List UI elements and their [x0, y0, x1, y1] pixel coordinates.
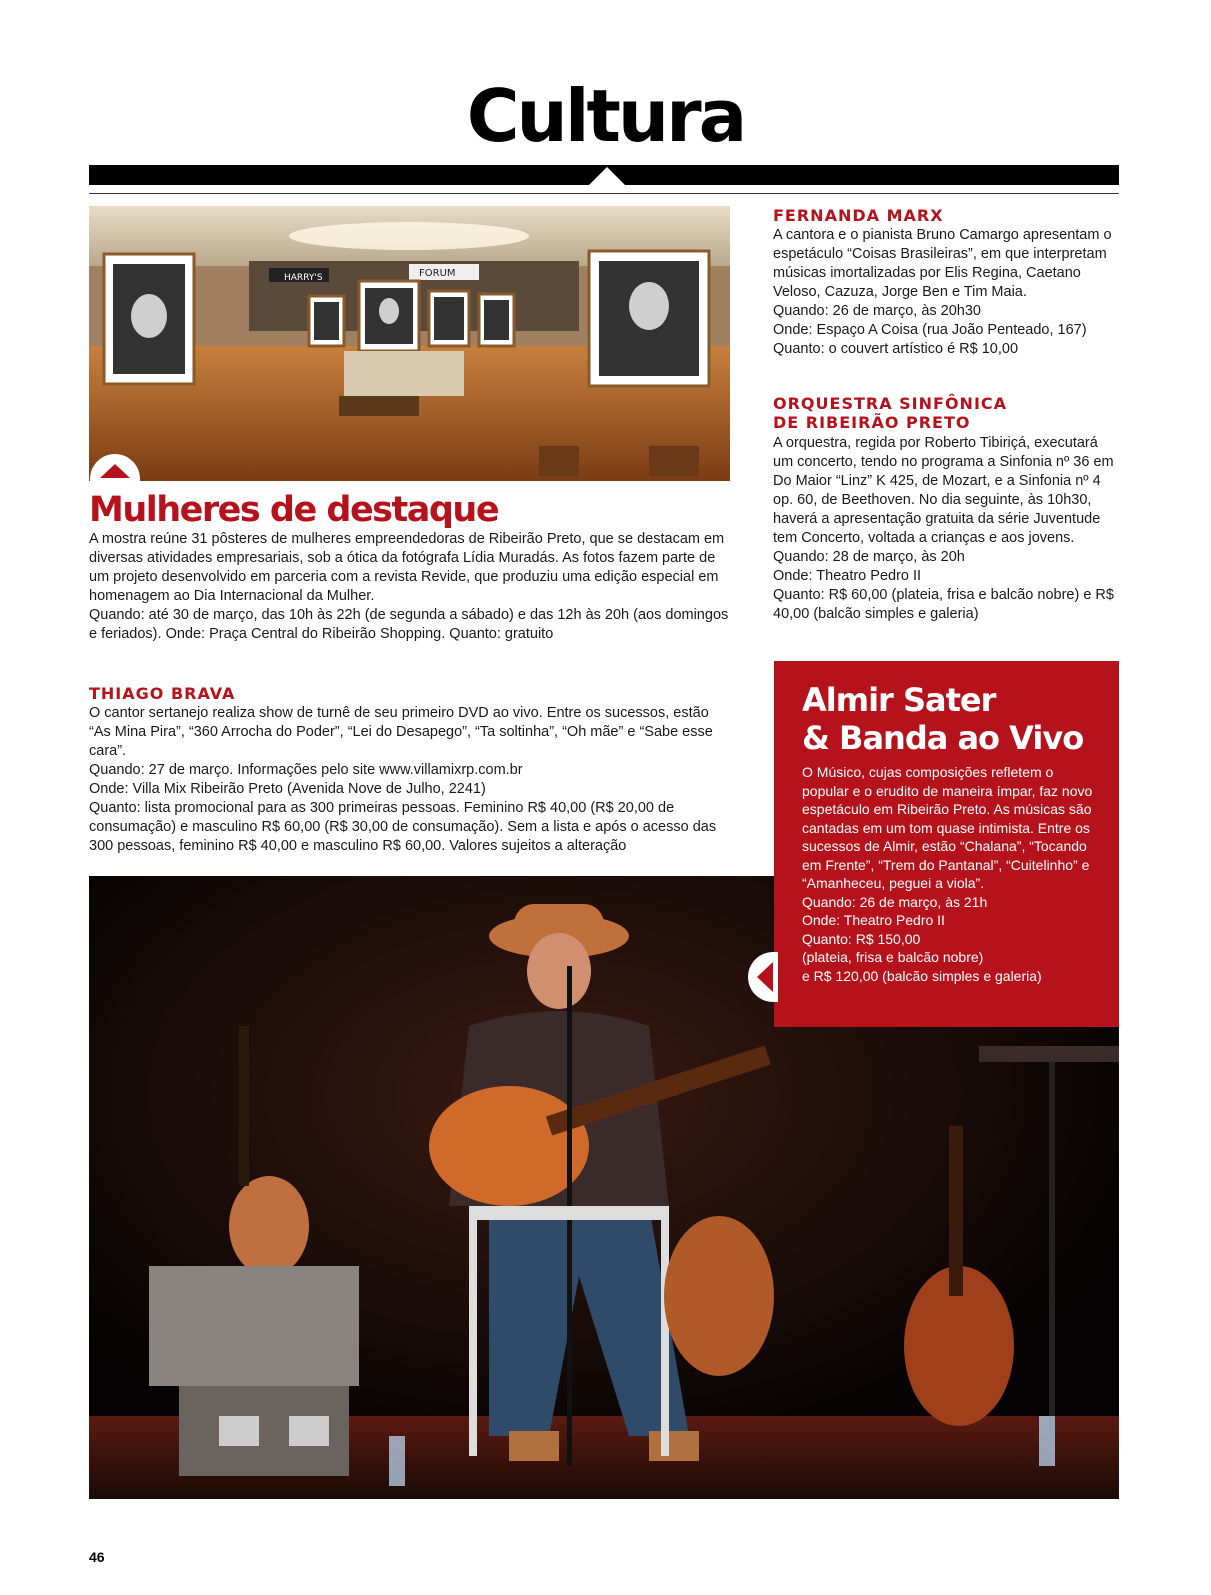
article-title-fernanda: FERNANDA MARX [773, 206, 944, 225]
store-sign-forum: FORUM [419, 268, 456, 279]
paragraph: Quando: 27 de março. Informações pelo site www.villamixrp.com.br [89, 762, 523, 778]
article-title-thiago: THIAGO BRAVA [89, 684, 236, 703]
article-title-orquestra [773, 394, 1007, 432]
paragraph: Quanto: R$ 60,00 (plateia, frisa e balcão nobre) e R$ 40,00 (balcão simples e galeria) [773, 587, 1114, 622]
store-sign-harrys: HARRY'S [284, 273, 323, 283]
paragraph: A orquestra, regida por Roberto Tibiriçá, executará um concerto, tendo no programa a Sinfonia nº 36 em Do Maior “Linz” K 425, de Mozart, e a Sinfonia nº 4 op. 60, de Beethoven. No dia seguinte, às 10h30, haverá a apresentação gratuita da série Juventude tem Concerto, voltada a crianças e aos jovens. [773, 435, 1114, 546]
paragraph: (plateia, frisa e balcão nobre) [802, 949, 984, 965]
paragraph: A cantora e o pianista Bruno Camargo apresentam o espetáculo “Coisas Brasileiras”, em que interpretam músicas imortalizadas por Elis Regina, Caetano Veloso, Cazuza, Jorge Ben e Tim Maia. [773, 227, 1112, 300]
title-line: DE RIBEIRÃO PRETO [773, 413, 971, 432]
title-line: Almir Sater [802, 681, 996, 719]
section-title: Cultura [466, 74, 745, 158]
paragraph: O cantor sertanejo realiza show de turnê de seu primeiro DVD ao vivo. Entre os sucessos, estão “As Mina Pira”, “360 Arrocha do Poder”, “Lei do Desapego”, “Ta soltinha”, “Oh mãe” e “Sabe esse cara”. [89, 705, 713, 759]
title-line: & Banda ao Vivo [802, 719, 1084, 757]
title-notch-triangle [589, 167, 625, 185]
title-rule [89, 193, 1119, 194]
paragraph: O Músico, cujas composições refletem o popular e o erudito de maneira ímpar, faz novo espetáculo em Ribeirão Preto. As músicas são cantadas em um tom quase intimista. Entre os sucessos de Almir, estão “Chalana”, “Tocando em Frente”, “Trem do Pantanal”, “Cuitelinho” e “Amanheceu, peguei a viola”. [802, 764, 1093, 891]
paragraph: A mostra reúne 31 pôsteres de mulheres empreendedoras de Ribeirão Preto, que se destacam em diversas atividades empresariais, sob a ótica da fotógrafa Lídia Muradás. As fotos fazem parte de um projeto desenvolvido em parceria com a revista Revide, que produziu uma edição especial em homenagem ao Dia Internacional da Mulher. [89, 531, 725, 604]
page-number: 46 [89, 1549, 105, 1565]
featured-title-almir [802, 681, 1097, 757]
article-body-thiago [89, 704, 719, 856]
paragraph: Quanto: R$ 150,00 [802, 930, 921, 947]
title-line: ORQUESTRA SINFÔNICA [773, 394, 1008, 413]
paragraph: Quanto: lista promocional para as 300 primeiras pessoas. Feminino R$ 40,00 (R$ 20,00 de consumação) e masculino R$ 60,00 (R$ 30,00 de consumação). Sem a lista e após o acesso das 300 pessoas, feminino R$ 40,00 e masculino R$ 60,00. Valores sujeitos a alteração [89, 800, 717, 854]
article-body-fernanda [773, 226, 1118, 359]
paragraph: Quando: até 30 de março, das 10h às 22h (de segunda a sábado) e das 12h às 20h (aos domingos e feriados). Onde: Praça Central do Ribeirão Shopping. Quanto: gratuito [89, 607, 729, 642]
paragraph: Onde: Espaço A Coisa (rua João Penteado, 167) [773, 322, 1087, 338]
article-body-mulheres [89, 530, 729, 644]
paragraph: Onde: Theatro Pedro II [773, 568, 922, 584]
paragraph: Quando: 26 de março, às 20h30 [773, 303, 981, 319]
mall-exhibition-photo [89, 206, 730, 481]
featured-body-almir [802, 763, 1097, 985]
paragraph: Quanto: o couvert artístico é R$ 10,00 [773, 341, 1019, 357]
paragraph: e R$ 120,00 (balcão simples e galeria) [802, 967, 1042, 984]
featured-box-almir [774, 661, 1119, 1027]
paragraph: Onde: Theatro Pedro II [802, 912, 945, 928]
article-title-mulheres: Mulheres de destaque [89, 490, 499, 530]
paragraph: Onde: Villa Mix Ribeirão Preto (Avenida Nove de Julho, 2241) [89, 781, 486, 797]
paragraph: Quando: 28 de março, às 20h [773, 549, 965, 565]
paragraph: Quando: 26 de março, às 21h [802, 893, 988, 910]
article-body-orquestra [773, 434, 1118, 624]
